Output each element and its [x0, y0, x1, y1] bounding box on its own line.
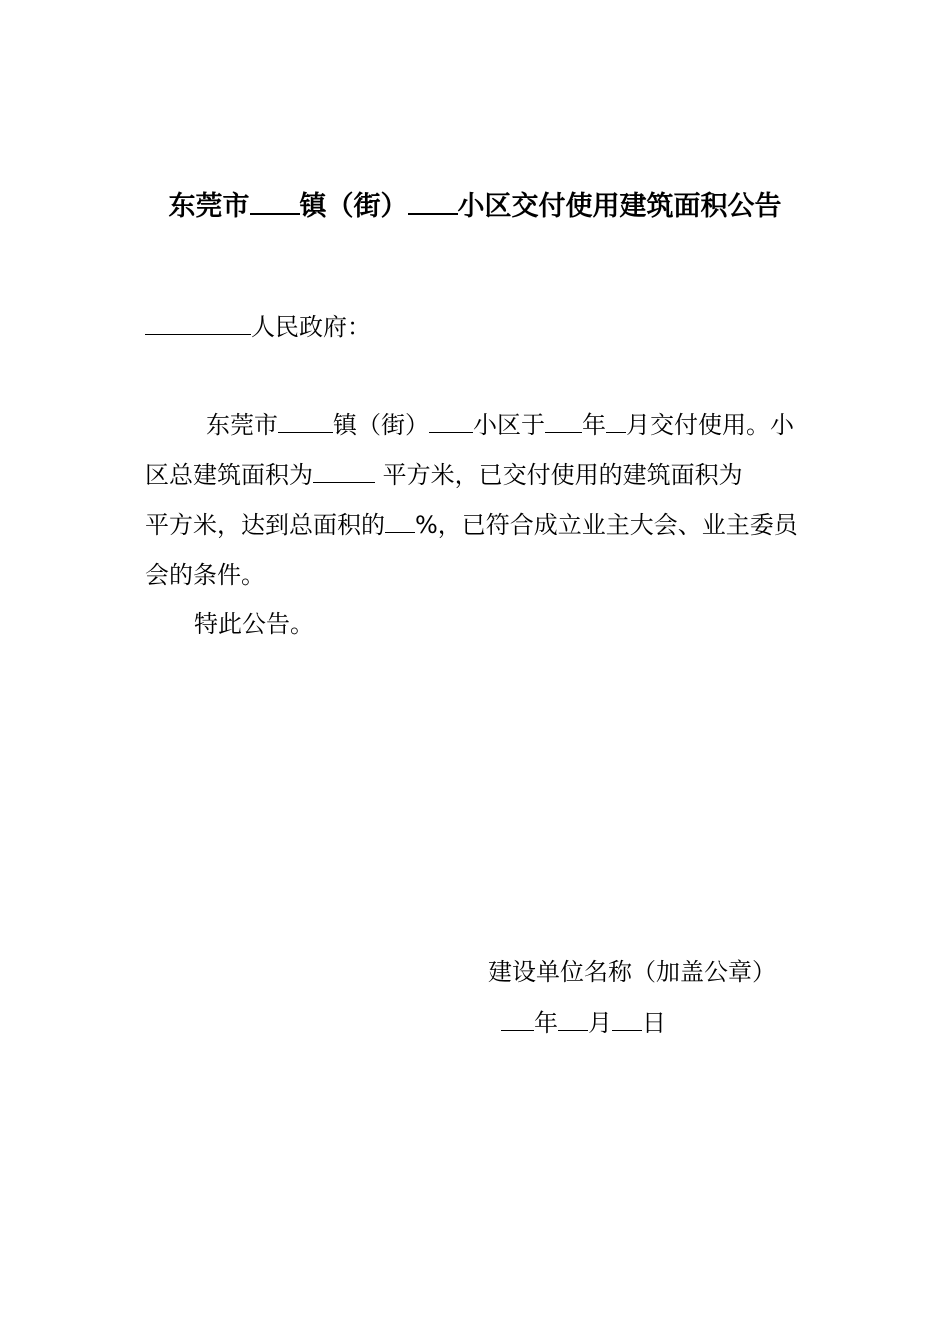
blank-percent: [385, 510, 415, 533]
body-text: 月交付使用。小: [626, 411, 794, 439]
date-month-label: 月: [588, 1009, 612, 1037]
blank-year: [545, 410, 582, 433]
title-town: 镇（街）: [299, 191, 408, 222]
body-line-1: [206, 410, 794, 440]
body-text: 东莞市: [206, 411, 278, 439]
date-day-label: 日: [642, 1009, 666, 1037]
body-text: 区总建筑面积为: [145, 461, 313, 489]
blank-sign-day: [612, 1008, 642, 1031]
closing-text: 特此公告。: [194, 610, 314, 638]
title-subject: 小区交付使用建筑面积公告: [457, 191, 782, 222]
blank-month: [606, 410, 626, 433]
signature-org: [488, 957, 776, 987]
body-line-4: [145, 560, 265, 590]
body-text: 年: [582, 411, 606, 439]
body-text: 平方米，达到总面积的: [145, 511, 385, 539]
body-text: 会的条件。: [145, 561, 265, 589]
body-line-2: [145, 460, 743, 490]
body-text: 平方米，已交付使用的建筑面积为: [375, 461, 743, 489]
closing-line: [194, 609, 314, 639]
blank-total-area: [313, 460, 375, 483]
blank-sign-month: [558, 1008, 588, 1031]
title-blank-community: [408, 189, 458, 215]
blank-sign-year: [501, 1008, 534, 1031]
addressee-line: [145, 312, 371, 342]
blank-town: [278, 410, 333, 433]
addressee-blank: [145, 312, 251, 335]
body-text: %，已符合成立业主大会、业主委员: [415, 511, 798, 539]
title-blank-town: [250, 189, 300, 215]
signature-org-text: 建设单位名称（加盖公章）: [488, 958, 776, 986]
body-line-3: [145, 510, 798, 540]
addressee-suffix: 人民政府：: [251, 313, 371, 341]
body-text: 镇（街）: [333, 411, 429, 439]
body-text: 小区于: [473, 411, 545, 439]
signature-date: [501, 1008, 666, 1038]
date-year-label: 年: [534, 1009, 558, 1037]
title-city: 东莞市: [168, 191, 250, 222]
page-title: [0, 184, 950, 223]
blank-community: [429, 410, 473, 433]
